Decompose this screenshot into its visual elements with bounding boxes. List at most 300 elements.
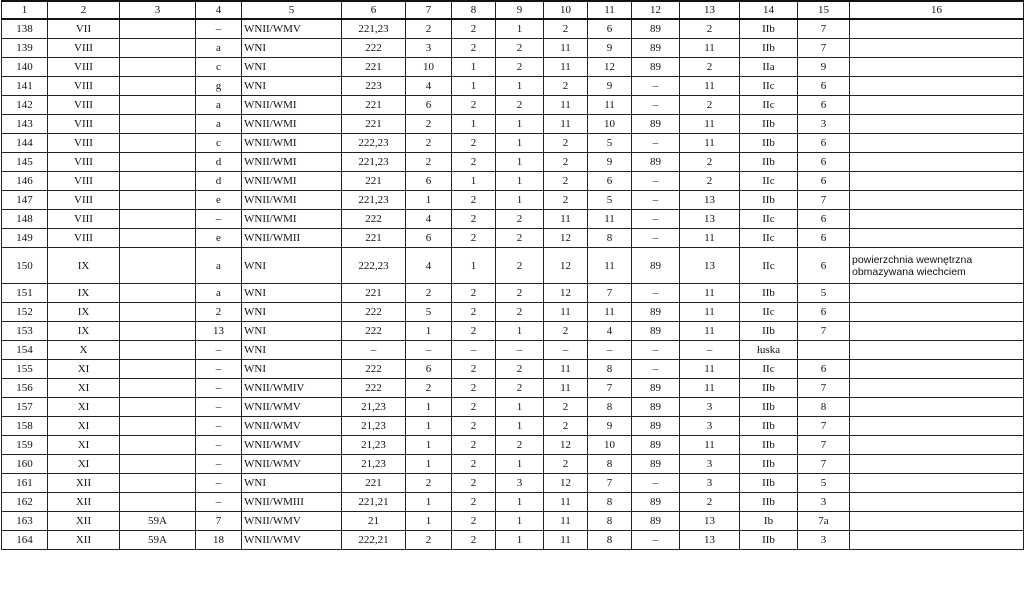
table-cell: 5	[798, 284, 850, 303]
table-cell: WNI	[242, 39, 342, 58]
header-row	[2, 1, 1024, 19]
table-cell: 2	[452, 398, 496, 417]
table-cell: 2	[544, 19, 588, 39]
table-cell: –	[632, 96, 680, 115]
table-cell: –	[632, 360, 680, 379]
table-cell: 2	[544, 417, 588, 436]
table-row	[2, 531, 1024, 550]
table-cell: 89	[632, 436, 680, 455]
table-cell: 6	[798, 172, 850, 191]
table-cell: 2	[406, 115, 452, 134]
table-cell: IIc	[740, 360, 798, 379]
table-cell	[850, 115, 1024, 134]
table-cell: 11	[544, 303, 588, 322]
table-cell: 2	[406, 284, 452, 303]
table-cell: 157	[2, 398, 48, 417]
table-cell	[120, 77, 196, 96]
table-row	[2, 341, 1024, 360]
table-cell	[850, 191, 1024, 210]
table-cell: 3	[798, 531, 850, 550]
table-cell: 222	[342, 39, 406, 58]
table-cell: 1	[452, 172, 496, 191]
table-cell: 158	[2, 417, 48, 436]
table-cell: 7	[798, 417, 850, 436]
table-cell: 5	[588, 134, 632, 153]
table-cell: 10	[588, 436, 632, 455]
table-cell: 11	[544, 512, 588, 531]
table-cell: 11	[680, 229, 740, 248]
column-header: 8	[452, 1, 496, 19]
table-cell: 1	[496, 455, 544, 474]
table-cell: 2	[452, 493, 496, 512]
table-cell: 162	[2, 493, 48, 512]
table-cell	[120, 436, 196, 455]
table-cell: 21,23	[342, 417, 406, 436]
table-cell: 139	[2, 39, 48, 58]
table-cell: –	[632, 474, 680, 493]
table-row	[2, 229, 1024, 248]
table-cell: 11	[680, 39, 740, 58]
table-cell: IIb	[740, 322, 798, 341]
table-cell: WNII/WMI	[242, 96, 342, 115]
table-cell: IIc	[740, 172, 798, 191]
table-cell: 138	[2, 19, 48, 39]
table-cell: 221	[342, 229, 406, 248]
table-cell	[850, 284, 1024, 303]
table-cell: 12	[544, 248, 588, 284]
table-cell: 4	[406, 77, 452, 96]
table-cell: 4	[406, 248, 452, 284]
table-cell: 2	[452, 436, 496, 455]
table-cell: IIb	[740, 531, 798, 550]
table-cell: 7a	[798, 512, 850, 531]
table-cell: –	[632, 229, 680, 248]
table-cell: 222	[342, 360, 406, 379]
table-cell: IX	[48, 284, 120, 303]
table-cell: –	[588, 341, 632, 360]
table-cell: 3	[406, 39, 452, 58]
table-row	[2, 417, 1024, 436]
table-cell: 149	[2, 229, 48, 248]
column-header: 10	[544, 1, 588, 19]
table-cell: 153	[2, 322, 48, 341]
column-header: 15	[798, 1, 850, 19]
table-cell: 6	[588, 172, 632, 191]
table-cell: XI	[48, 398, 120, 417]
table-cell: 8	[588, 398, 632, 417]
table-cell: IIb	[740, 379, 798, 398]
table-cell: 12	[544, 284, 588, 303]
table-cell: 1	[406, 436, 452, 455]
table-cell: 7	[798, 191, 850, 210]
table-cell: WNI	[242, 284, 342, 303]
table-cell: 12	[544, 436, 588, 455]
table-cell: 1	[496, 172, 544, 191]
table-row	[2, 379, 1024, 398]
table-cell: łuska	[740, 341, 798, 360]
table-cell: –	[196, 379, 242, 398]
table-cell: 1	[496, 134, 544, 153]
table-cell: 4	[588, 322, 632, 341]
table-cell: IIb	[740, 19, 798, 39]
table-cell: WNII/WMV	[242, 398, 342, 417]
table-row	[2, 436, 1024, 455]
table-cell	[120, 398, 196, 417]
table-cell: 150	[2, 248, 48, 284]
table-cell: 13	[680, 210, 740, 229]
table-cell: 7	[196, 512, 242, 531]
table-cell: –	[496, 341, 544, 360]
column-header: 5	[242, 1, 342, 19]
table-cell: 1	[406, 493, 452, 512]
table-cell: 1	[406, 322, 452, 341]
table-cell: IIb	[740, 436, 798, 455]
table-cell: 11	[680, 115, 740, 134]
table-cell: 2	[452, 134, 496, 153]
table-cell: –	[544, 341, 588, 360]
table-cell: 6	[798, 229, 850, 248]
table-cell: 2	[452, 474, 496, 493]
table-cell: 3	[798, 115, 850, 134]
table-cell: 1	[496, 398, 544, 417]
table-cell: 11	[544, 493, 588, 512]
table-cell: –	[196, 436, 242, 455]
table-cell	[850, 19, 1024, 39]
table-cell: 2	[544, 398, 588, 417]
table-cell: 1	[452, 58, 496, 77]
table-cell: 1	[406, 398, 452, 417]
table-cell: 156	[2, 379, 48, 398]
table-cell: VIII	[48, 172, 120, 191]
table-cell: VIII	[48, 153, 120, 172]
table-cell: 1	[496, 417, 544, 436]
table-cell: 1	[496, 19, 544, 39]
table-cell: 2	[680, 493, 740, 512]
table-cell: 11	[544, 379, 588, 398]
table-cell	[120, 493, 196, 512]
table-row	[2, 19, 1024, 39]
table-cell: 221,21	[342, 493, 406, 512]
table-cell: WNII/WMII	[242, 229, 342, 248]
column-header: 3	[120, 1, 196, 19]
table-cell: VIII	[48, 134, 120, 153]
table-cell	[850, 210, 1024, 229]
table-cell: WNI	[242, 322, 342, 341]
table-cell: 3	[798, 493, 850, 512]
table-cell: c	[196, 58, 242, 77]
table-cell	[120, 379, 196, 398]
table-cell: 2	[544, 77, 588, 96]
table-cell: 221	[342, 115, 406, 134]
table-cell: 2	[452, 210, 496, 229]
table-cell: IIb	[740, 398, 798, 417]
table-cell	[120, 341, 196, 360]
table-cell: WNII/WMI	[242, 191, 342, 210]
table-cell: 11	[680, 379, 740, 398]
table-cell: 221	[342, 58, 406, 77]
table-cell: XI	[48, 379, 120, 398]
table-cell: IIb	[740, 493, 798, 512]
column-header: 12	[632, 1, 680, 19]
table-cell: –	[196, 210, 242, 229]
table-cell: a	[196, 284, 242, 303]
table-cell: 221	[342, 474, 406, 493]
table-cell: 13	[680, 531, 740, 550]
table-cell: 7	[798, 19, 850, 39]
table-cell: IIc	[740, 303, 798, 322]
table-cell: 59A	[120, 531, 196, 550]
table-cell: 89	[632, 303, 680, 322]
table-row	[2, 248, 1024, 284]
table-cell: 1	[496, 512, 544, 531]
table-cell: 8	[798, 398, 850, 417]
table-cell: –	[632, 341, 680, 360]
table-cell: 7	[798, 39, 850, 58]
table-cell: VIII	[48, 229, 120, 248]
table-cell: 222,23	[342, 134, 406, 153]
table-cell: 10	[588, 115, 632, 134]
table-cell	[850, 134, 1024, 153]
table-cell: 1	[406, 191, 452, 210]
table-cell: 2	[406, 134, 452, 153]
table-cell	[850, 512, 1024, 531]
table-cell: 2	[452, 229, 496, 248]
table-cell: 146	[2, 172, 48, 191]
table-cell: 3	[680, 455, 740, 474]
table-cell: 2	[496, 229, 544, 248]
table-cell: WNII/WMV	[242, 436, 342, 455]
table-cell: powierzchnia wewnętrzna obmazywana wiechciem	[850, 248, 1024, 284]
table-cell: VIII	[48, 191, 120, 210]
table-cell: 12	[588, 58, 632, 77]
table-cell: 11	[544, 115, 588, 134]
table-cell: 3	[496, 474, 544, 493]
table-cell: XI	[48, 436, 120, 455]
table-row	[2, 172, 1024, 191]
table-cell: –	[406, 341, 452, 360]
table-cell: –	[196, 417, 242, 436]
table-cell: 2	[496, 96, 544, 115]
table-cell: 12	[544, 474, 588, 493]
table-cell: 1	[452, 248, 496, 284]
table-cell: WNII/WMV	[242, 512, 342, 531]
table-cell: 221,23	[342, 191, 406, 210]
table-cell: 2	[452, 322, 496, 341]
table-cell: 2	[680, 96, 740, 115]
table-cell: 2	[452, 360, 496, 379]
table-cell: 11	[588, 96, 632, 115]
table-cell: IIc	[740, 210, 798, 229]
table-cell: 89	[632, 379, 680, 398]
column-header: 1	[2, 1, 48, 19]
table-cell	[120, 248, 196, 284]
table-cell	[120, 153, 196, 172]
table-cell: WNI	[242, 474, 342, 493]
table-cell: 11	[680, 436, 740, 455]
table-cell: WNI	[242, 341, 342, 360]
table-cell: 11	[680, 284, 740, 303]
table-row	[2, 96, 1024, 115]
table-cell: 2	[496, 360, 544, 379]
table-cell: 11	[588, 248, 632, 284]
table-cell	[120, 229, 196, 248]
table-cell: 11	[544, 360, 588, 379]
table-cell: 2	[452, 455, 496, 474]
table-cell: 2	[452, 153, 496, 172]
table-cell: IIb	[740, 417, 798, 436]
table-cell: Ib	[740, 512, 798, 531]
table-cell: WNII/WMV	[242, 417, 342, 436]
table-cell: 1	[496, 493, 544, 512]
table-cell: 222	[342, 379, 406, 398]
table-cell: 2	[452, 379, 496, 398]
table-cell: –	[196, 19, 242, 39]
table-cell: 152	[2, 303, 48, 322]
table-cell	[850, 436, 1024, 455]
table-cell: 8	[588, 360, 632, 379]
table-cell: 13	[680, 512, 740, 531]
table-cell	[850, 341, 1024, 360]
table-cell: IIb	[740, 134, 798, 153]
table-cell: a	[196, 39, 242, 58]
table-cell: 11	[680, 77, 740, 96]
table-cell: –	[196, 341, 242, 360]
table-cell: 11	[680, 303, 740, 322]
table-cell: 7	[798, 436, 850, 455]
table-cell: 89	[632, 115, 680, 134]
table-cell: 21,23	[342, 455, 406, 474]
table-cell	[850, 172, 1024, 191]
table-cell: 154	[2, 341, 48, 360]
table-cell: 222,23	[342, 248, 406, 284]
table-row	[2, 284, 1024, 303]
table-cell: WNII/WMV	[242, 19, 342, 39]
table-cell: VIII	[48, 77, 120, 96]
table-cell: 1	[452, 77, 496, 96]
table-cell: VIII	[48, 115, 120, 134]
table-cell: a	[196, 115, 242, 134]
table-cell: 222	[342, 210, 406, 229]
table-cell: 2	[452, 417, 496, 436]
table-cell: –	[196, 493, 242, 512]
table-cell: 8	[588, 229, 632, 248]
table-cell: 6	[798, 153, 850, 172]
table-cell: IIc	[740, 248, 798, 284]
table-cell: 222,21	[342, 531, 406, 550]
table-cell: –	[196, 455, 242, 474]
table-cell: 6	[798, 210, 850, 229]
table-cell: 221,23	[342, 153, 406, 172]
table-row	[2, 455, 1024, 474]
table-cell: 7	[588, 379, 632, 398]
table-cell	[120, 322, 196, 341]
table-cell: XII	[48, 512, 120, 531]
table-cell: 141	[2, 77, 48, 96]
table-cell: 89	[632, 58, 680, 77]
table-cell: IIb	[740, 115, 798, 134]
table-cell: IIc	[740, 77, 798, 96]
table-cell: 12	[544, 229, 588, 248]
table-cell: 2	[680, 172, 740, 191]
column-header: 13	[680, 1, 740, 19]
table-row	[2, 39, 1024, 58]
table-cell: IIb	[740, 474, 798, 493]
table-cell: –	[196, 398, 242, 417]
table-cell	[120, 455, 196, 474]
table-cell: IIc	[740, 229, 798, 248]
table-cell: 6	[798, 248, 850, 284]
table-cell	[120, 474, 196, 493]
table-cell: 89	[632, 493, 680, 512]
table-cell: 160	[2, 455, 48, 474]
table-cell: XII	[48, 493, 120, 512]
table-cell: 6	[798, 303, 850, 322]
table-cell	[850, 58, 1024, 77]
table-cell: 1	[452, 115, 496, 134]
table-cell: WNII/WMI	[242, 172, 342, 191]
table-cell: 2	[496, 248, 544, 284]
table-cell: –	[632, 191, 680, 210]
column-header: 6	[342, 1, 406, 19]
table-cell: 13	[680, 191, 740, 210]
table-cell: 222	[342, 303, 406, 322]
table-cell: g	[196, 77, 242, 96]
table-cell: 13	[680, 248, 740, 284]
table-cell: 2	[452, 191, 496, 210]
table-cell: 11	[680, 134, 740, 153]
table-cell: 6	[406, 96, 452, 115]
table-cell: 221,23	[342, 19, 406, 39]
data-table	[1, 0, 1024, 550]
table-cell: 59A	[120, 512, 196, 531]
table-cell: 1	[496, 191, 544, 210]
table-cell: 21,23	[342, 398, 406, 417]
table-row	[2, 322, 1024, 341]
table-cell: d	[196, 153, 242, 172]
table-cell: XII	[48, 531, 120, 550]
table-cell: VIII	[48, 210, 120, 229]
table-cell: 9	[588, 153, 632, 172]
table-cell: 6	[406, 360, 452, 379]
table-cell: 1	[406, 417, 452, 436]
table-cell: 89	[632, 248, 680, 284]
table-cell: IIb	[740, 284, 798, 303]
table-cell: 2	[496, 210, 544, 229]
table-cell: WNII/WMI	[242, 115, 342, 134]
table-cell: 6	[798, 96, 850, 115]
table-cell: 2	[452, 96, 496, 115]
table-cell	[120, 96, 196, 115]
table-cell: –	[632, 172, 680, 191]
table-cell: WNI	[242, 303, 342, 322]
table-cell: IIc	[740, 96, 798, 115]
table-cell: –	[680, 341, 740, 360]
table-cell: 1	[496, 153, 544, 172]
table-cell: 1	[496, 77, 544, 96]
table-cell: 3	[680, 417, 740, 436]
table-cell: 221	[342, 172, 406, 191]
table-cell: 2	[544, 153, 588, 172]
table-cell	[850, 39, 1024, 58]
table-cell: IIb	[740, 153, 798, 172]
table-cell: WNI	[242, 248, 342, 284]
table-cell: 6	[798, 360, 850, 379]
table-cell	[850, 398, 1024, 417]
table-cell: 5	[406, 303, 452, 322]
table-cell: 7	[798, 322, 850, 341]
table-cell: 2	[452, 19, 496, 39]
table-cell: 2	[544, 322, 588, 341]
